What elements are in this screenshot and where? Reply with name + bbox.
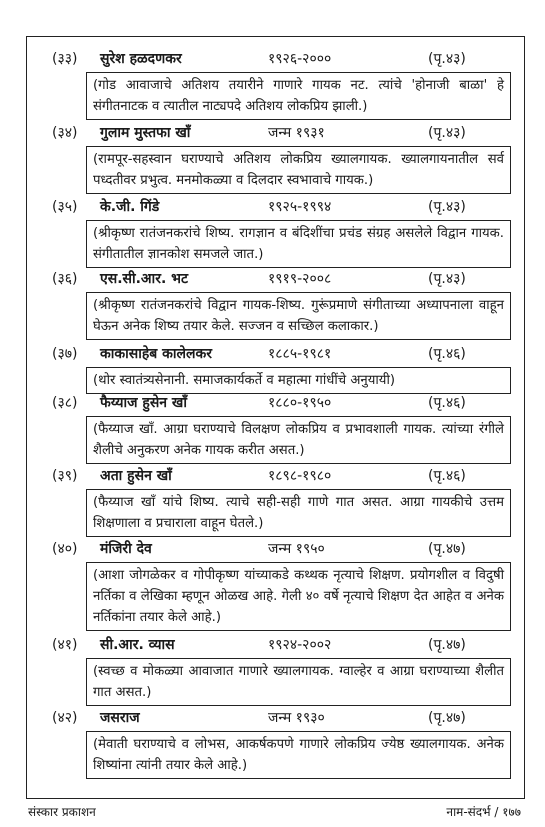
- page-reference: (पृ.४६): [428, 468, 466, 484]
- entry-34: [36, 122, 516, 144]
- page-reference: (पृ.४३): [428, 199, 466, 215]
- entry-number: (३५): [52, 199, 78, 215]
- entry-41: [36, 634, 516, 656]
- life-years: १९२६-२०००: [268, 51, 332, 67]
- entry-number: (३६): [52, 271, 78, 287]
- entry-description-42: (मेवाती घराण्याचे व लोभस, आकर्षकपणे गाणारे लोकप्रिय ज्येष्ठ ख्यालगायक. अनेक शिष्यांना त्यांनी तयार केले आहे.): [86, 731, 511, 779]
- page-reference: (पृ.४३): [428, 51, 466, 67]
- life-years: १८९८-१९८०: [268, 468, 332, 484]
- entry-description-37: (थोर स्वातंत्र्यसेनानी. समाजकार्यकर्ते व महात्मा गांधींचे अनुयायी): [86, 367, 511, 394]
- entry-description-33: (गोड आवाजाचे अतिशय तयारीने गाणारे गायक नट. त्यांचे 'होनाजी बाळा' हे संगीतनाटक व त्यातील नाट्यपदे अतिशय लोकप्रिय झाली.): [86, 72, 511, 120]
- life-years: जन्म १९३१: [268, 125, 325, 141]
- entry-description-36: (श्रीकृष्ण रातंजनकरांचे विद्वान गायक-शिष्य. गुरूंप्रमाणे संगीताच्या अध्यापनाला वाहून घेऊन अनेक शिष्य तयार केले. सज्जन व सच्छिल कलाकार.): [86, 292, 511, 340]
- entry-number: (४१): [52, 637, 78, 653]
- entry-number: (३८): [52, 395, 78, 411]
- entry-number: (३४): [52, 125, 78, 141]
- page-reference: (पृ.४६): [428, 346, 466, 362]
- life-years: जन्म १९५०: [268, 541, 325, 557]
- entry-39: [36, 465, 516, 487]
- page-reference: (पृ.४७): [428, 637, 466, 653]
- person-name: काकासाहेब कालेलकर: [100, 346, 212, 362]
- entry-number: (३९): [52, 468, 78, 484]
- page-footer: नाम-संदर्भ / १७७: [446, 805, 521, 819]
- entry-description-40: (आशा जोगळेकर व गोपीकृष्ण यांच्याकडे कथ्थक नृत्याचे शिक्षण. प्रयोगशील व विदुषी नर्तिका व लेखिका म्हणून ओळख आहे. गेली ४० वर्षे नृत्याचे शिक्षण देत आहेत व अनेक नर्तिकांना तयार केले आहे.): [86, 562, 511, 631]
- life-years: जन्म १९३०: [268, 710, 325, 726]
- entry-description-38: (फैय्याज खाँ. आग्रा घराण्याचे विलक्षण लोकप्रिय व प्रभावशाली गायक. त्यांच्या रंगीले शैलीचे अनुकरण अनेक गायक करीत असत.): [86, 416, 511, 464]
- life-years: १८८५-१९८१: [268, 346, 332, 362]
- entry-description-34: (रामपूर-सहस्वान घराण्याचे अतिशय लोकप्रिय ख्यालगायक. ख्यालगायनातील सर्व पध्दतीवर प्रभुत्व. मनमोकळ्या व दिलदार स्वभावाचे गायक.): [86, 146, 511, 194]
- entry-37: [36, 343, 516, 365]
- person-name: सी.आर. व्यास: [100, 637, 175, 653]
- entry-number: (३७): [52, 346, 78, 362]
- entry-number: (४०): [52, 541, 78, 557]
- life-years: १९१९-२००८: [268, 271, 332, 287]
- page-reference: (पृ.४३): [428, 271, 466, 287]
- person-name: के.जी. गिंडे: [100, 199, 160, 215]
- page-reference: (पृ.४७): [428, 710, 466, 726]
- person-name: सुरेश हळदणकर: [100, 51, 182, 67]
- page-reference: (पृ.४७): [428, 541, 466, 557]
- entry-number: (३३): [52, 51, 78, 67]
- entry-description-39: (फैय्याज खाँ यांचे शिष्य. त्याचे सही-सही गाणे गात असत. आग्रा गायकीचे उत्तम शिक्षणाला व प्रचाराला वाहून घेतले.): [86, 489, 511, 537]
- entry-40: [36, 538, 516, 560]
- entry-42: [36, 707, 516, 729]
- entry-38: [36, 392, 516, 414]
- life-years: १९२५-१९९४: [268, 199, 332, 215]
- entry-35: [36, 196, 516, 218]
- entry-description-41: (स्वच्छ व मोकळ्या आवाजात गाणारे ख्यालगायक. ग्वाल्हेर व आग्रा घराण्याच्या शैलीत गात असत.): [86, 658, 511, 706]
- person-name: एस.सी.आर. भट: [100, 271, 189, 287]
- person-name: मंजिरी देव: [100, 541, 152, 557]
- page-reference: (पृ.४३): [428, 125, 466, 141]
- person-name: जसराज: [100, 710, 140, 726]
- entry-number: (४२): [52, 710, 78, 726]
- life-years: १८८०-१९५०: [268, 395, 332, 411]
- person-name: फैय्याज हुसेन खाँ: [100, 395, 188, 411]
- entry-description-35: (श्रीकृष्ण रातंजनकरांचे शिष्य. रागज्ञान व बंदिशींचा प्रचंड संग्रह असलेले विद्वान गायक. संगीतातील ज्ञानकोश समजले जात.): [86, 220, 511, 268]
- person-name: गुलाम मुस्तफा खाँ: [100, 125, 191, 141]
- page-reference: (पृ.४६): [428, 395, 466, 411]
- entry-36: [36, 268, 516, 290]
- person-name: अता हुसेन खाँ: [100, 468, 172, 484]
- publisher-footer: संस्कार प्रकाशन: [28, 805, 96, 819]
- entry-33: [36, 48, 516, 70]
- life-years: १९२४-२००२: [268, 637, 332, 653]
